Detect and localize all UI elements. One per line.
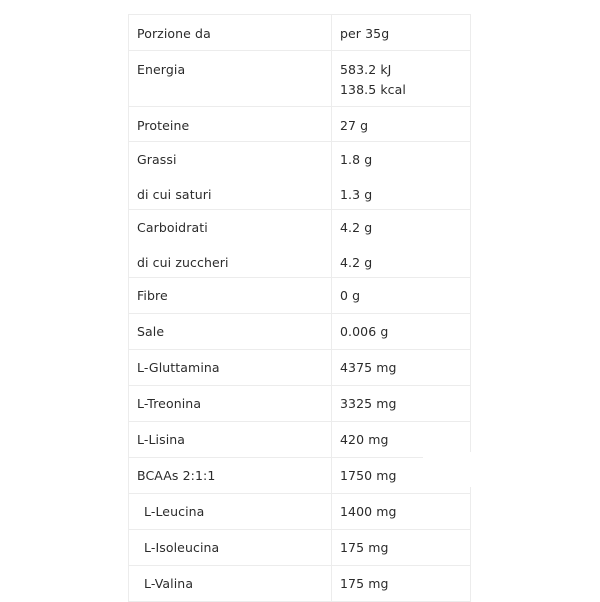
row-value: 1750 mg: [339, 468, 397, 483]
row-label: L-Isoleucina: [144, 540, 220, 555]
row-subvalue: 4.2 g: [339, 254, 373, 270]
value-cell: [331, 142, 470, 210]
row-value: 175 mg: [339, 576, 389, 591]
row-label: L-Gluttamina: [137, 360, 220, 375]
row-value: 0.006 g: [339, 324, 389, 339]
label-cell: [129, 530, 332, 566]
row-value: per 35g: [339, 26, 390, 41]
row-value-secondary: 138.5 kcal: [339, 81, 406, 97]
row-label: Sale: [137, 324, 165, 339]
label-cell: [129, 142, 332, 210]
label-cell: [129, 314, 332, 350]
label-cell: [129, 422, 332, 458]
value-cell: [331, 51, 470, 107]
table-row: [129, 278, 471, 314]
row-label: Proteine: [137, 118, 190, 133]
row-label: Energia: [137, 62, 186, 77]
table-row: [129, 386, 471, 422]
row-value: 4375 mg: [339, 360, 397, 375]
row-label: L-Treonina: [137, 396, 202, 411]
row-value: 175 mg: [339, 540, 389, 555]
table-row: [129, 494, 471, 530]
label-cell: [129, 51, 332, 107]
image-artifact: [423, 452, 483, 487]
label-cell: [129, 566, 332, 602]
row-value: 4.2 g: [339, 220, 373, 235]
row-sublabel: di cui saturi: [137, 186, 212, 202]
label-cell: [129, 278, 332, 314]
row-label: Porzione da: [137, 26, 211, 41]
table-row: [129, 422, 471, 458]
value-cell: [331, 15, 470, 51]
table-row: [129, 314, 471, 350]
table-row: [129, 51, 471, 107]
table-row: [129, 15, 471, 51]
row-value: 27 g: [339, 118, 369, 133]
table-row: [129, 566, 471, 602]
value-cell: [331, 530, 470, 566]
row-label: Grassi: [137, 152, 177, 167]
table-row: [129, 530, 471, 566]
label-cell: [129, 350, 332, 386]
label-cell: [129, 458, 332, 494]
table-row: [129, 142, 471, 210]
value-cell: [331, 494, 470, 530]
row-label: BCAAs 2:1:1: [137, 468, 216, 483]
row-value: 1400 mg: [339, 504, 397, 519]
label-cell: [129, 494, 332, 530]
table-row: [129, 107, 471, 142]
table-row: [129, 210, 471, 278]
value-cell: [331, 314, 470, 350]
row-value: 583.2 kJ: [339, 62, 392, 77]
value-cell: [331, 350, 470, 386]
table-row: [129, 350, 471, 386]
row-value: 1.8 g: [339, 152, 373, 167]
label-cell: [129, 107, 332, 142]
label-cell: [129, 210, 332, 278]
label-cell: [129, 15, 332, 51]
value-cell: [331, 107, 470, 142]
value-cell: [331, 278, 470, 314]
nutrition-table: [128, 14, 471, 602]
value-cell: [331, 566, 470, 602]
row-label: L-Lisina: [137, 432, 186, 447]
row-sublabel: di cui zuccheri: [137, 254, 229, 270]
row-label: L-Leucina: [144, 504, 205, 519]
row-label: L-Valina: [144, 576, 194, 591]
label-cell: [129, 386, 332, 422]
row-value: 0 g: [339, 288, 361, 303]
row-subvalue: 1.3 g: [339, 186, 373, 202]
row-label: Carboidrati: [137, 220, 208, 235]
row-label: Fibre: [137, 288, 168, 303]
row-value: 420 mg: [339, 432, 389, 447]
value-cell: [331, 386, 470, 422]
value-cell: [331, 210, 470, 278]
table-row: [129, 458, 471, 494]
row-value: 3325 mg: [339, 396, 397, 411]
